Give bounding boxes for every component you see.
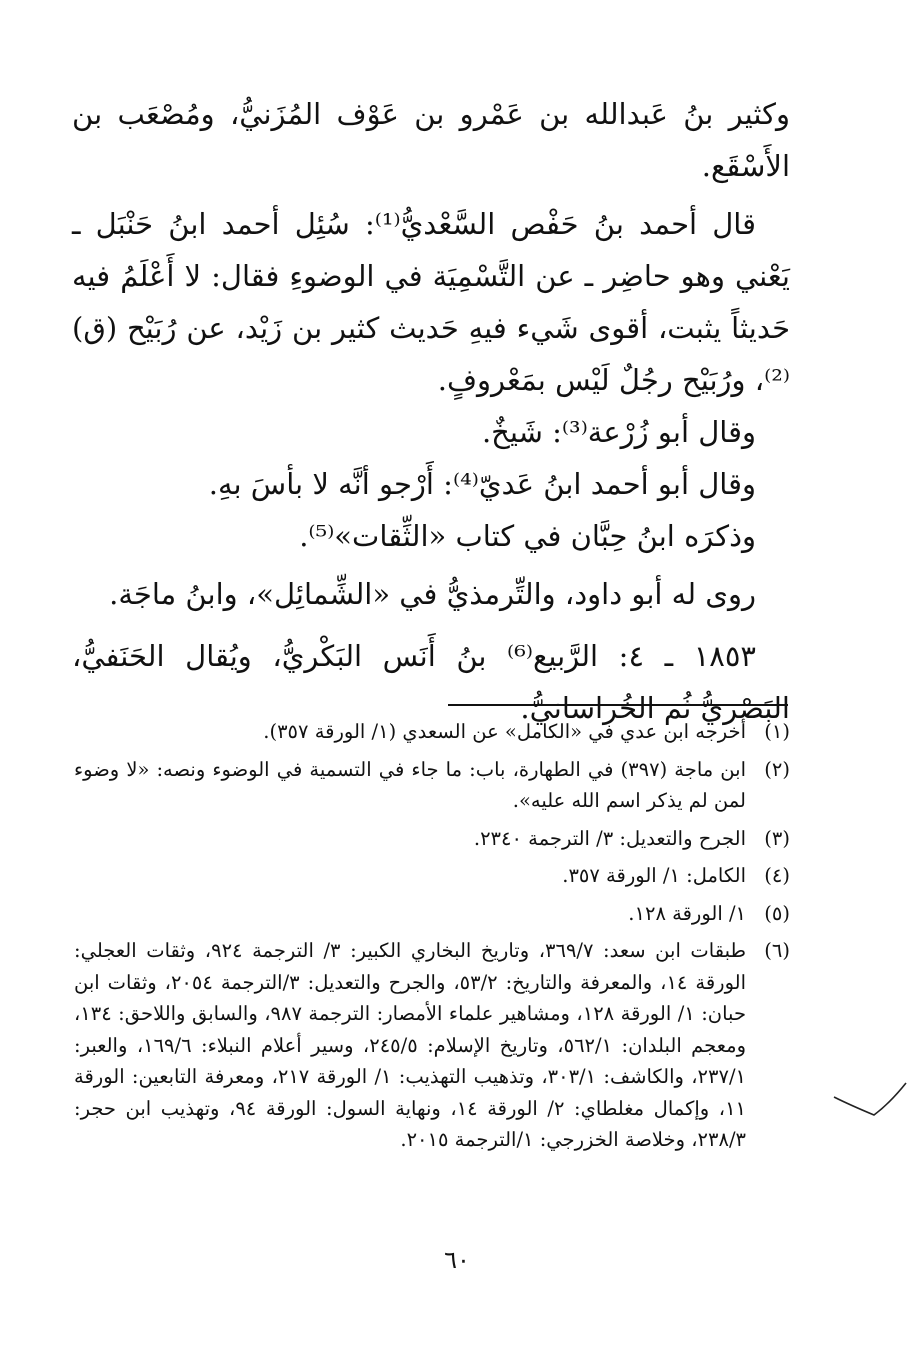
footnote-text: ابن ماجة (٣٩٧) في الطهارة، باب: ما جاء في التسمية في الوضوء ونصه: «لا وضوء لمن لم يذكر اسم الله عليه».: [74, 757, 746, 812]
footnote-number: (٤): [764, 864, 790, 887]
footnote: [74, 935, 790, 1156]
main-text: [72, 88, 790, 734]
paragraph-ibn-adi: وقال أبو أحمد ابنُ عَديّ⁽⁴⁾: أَرْجو أنَّه لا بأسَ بهِ.: [208, 467, 756, 501]
footnote-text: الجرح والتعديل: ٣/ الترجمة ٢٣٤٠.: [473, 826, 746, 850]
footnote: [74, 716, 790, 748]
footnote: [74, 754, 790, 817]
footnote-number: (٦): [764, 939, 790, 962]
footnote: [74, 898, 790, 930]
footnote-number: (٢): [764, 757, 790, 781]
footnotes: [74, 716, 790, 1162]
footnote-text: طبقات ابن سعد: ٣٦٩/٧، وتاريخ البخاري الكبير: ٣/ الترجمة ٩٢٤، وثقات العجلي: الورقة ١٤، والمعرفة والتاريخ: ٥٣/٢، والجرح والتعديل: ٣/الترجمة ٢٠٥٤، وثقات ابن حبان: ١/ الورقة ١٢٨، ومشاهير علماء الأمصار: الترجمة ٩٨٧، والسابق واللاحق: ١٣٤، ومعجم البلدان: ٥٦٢/١، وتاريخ الإسلام: ٢٤٥/٥، وسير أعلام النبلاء: ١٦٩/٦، والعبر: ٢٣٧/١، والكاشف: ٣٠٣/١، وتذهيب التهذيب: ١/ الورقة ٢١٧، ومعرفة التابعين: الورقة ١١، وإكمال مغلطاي: ٢/ الورقة ١٤، ونهاية السول: الورقة ٩٤، وتهذيب ابن حجر: ٢٣٨/٣، وخلاصة الخزرجي: ١/الترجمة ٢٠١٥.: [74, 939, 747, 1151]
footnote-text: الكامل: ١/ الورقة ٣٥٧.: [562, 864, 746, 887]
page-number: ٦٠: [444, 1246, 470, 1274]
footnote-number: (٣): [764, 826, 790, 850]
footnote-number: (١): [764, 720, 790, 743]
footnote-text: ١/ الورقة ١٢٨.: [628, 901, 746, 925]
paragraph-abu-zura: وقال أبو زُرْعة⁽³⁾: شَيخٌ.: [481, 415, 756, 449]
paragraph-ahmad-ibn-hafs: قال أحمد بنُ حَفْص السَّعْديُّ⁽¹⁾: سُئِل أحمد ابنُ حَنْبَل ـ يَعْني وهو حاضِر ـ عن التَّسْمِيَة في الوضوءِ فقال: لا أَعْلَمُ فيه حَديثاً يثبت، أقوى شَيء فيهِ حَديث كثير بن زَيْد، عن رُبَيْح (ق)⁽²⁾، ورُبَيْح رجُلٌ لَيْس بمَعْروفٍ.: [72, 207, 790, 397]
line-top: وكثير بنُ عَبدالله بن عَمْرو بن عَوْف المُزَنيُّ، ومُصْعَب بن الأَسْقَع.: [72, 97, 790, 183]
entry-heading-1853: ١٨٥٣ ـ ٤: الرَّبيع⁽⁶⁾ بنُ أَنَس البَكْريُّ، ويُقال الحَنَفيُّ، البَصْريُّ ثُم الخُراسانيُّ.: [72, 639, 790, 725]
footnote-divider: [448, 704, 788, 706]
paragraph-ibn-hibban: وذكرَه ابنُ حِبَّان في كتاب «الثِّقات»⁽⁵⁾.: [299, 519, 756, 553]
footnote-number: (٥): [764, 901, 790, 925]
footnote-text: أخرجه ابن عدي في «الكامل» عن السعدي (١/ الورقة ٣٥٧).: [263, 720, 746, 743]
footnote: [74, 860, 790, 892]
footnote: [74, 823, 790, 855]
checkmark-icon: [830, 1075, 910, 1129]
paragraph-narrators: روى له أبو داود، والتِّرمذيُّ في «الشِّمائِل»، وابنُ ماجَة.: [109, 577, 756, 611]
